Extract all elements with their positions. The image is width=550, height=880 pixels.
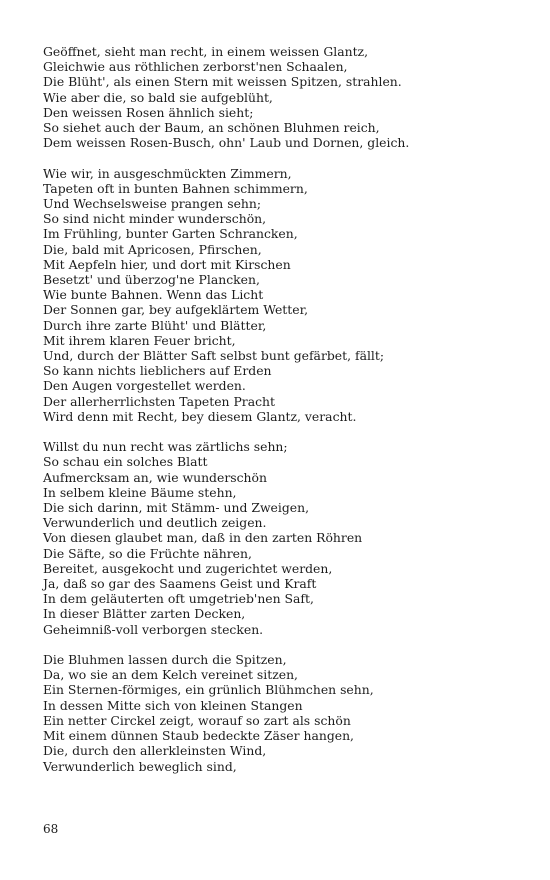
verse-line: Mit Aepfeln hier, und dort mit Kirschen	[43, 256, 291, 272]
verse-line: So siehet auch der Baum, an schönen Bluhmen reich,	[43, 120, 380, 136]
verse-line: Wird denn mit Recht, bey diesem Glantz, veracht.	[43, 408, 357, 424]
verse-line: Von diesen glaubet man, daß in den zarten Röhren	[43, 530, 363, 546]
verse-line: Ja, daß so gar des Saamens Geist und Kraft	[43, 576, 317, 592]
verse-line: Bereitet, ausgekocht und zugerichtet werden,	[43, 560, 333, 576]
verse-line: Die, bald mit Apricosen, Pfirschen,	[43, 241, 262, 257]
verse-line: Die sich darinn, mit Stämm- und Zweigen,	[43, 500, 310, 516]
verse-line: Und Wechselsweise prangen sehn;	[43, 196, 262, 212]
verse-line: Dem weissen Rosen-Busch, ohn' Laub und Dornen, gleich.	[43, 135, 410, 151]
verse-line: Ein Sternen-förmiges, ein grünlich Blühmchen sehn,	[43, 682, 374, 698]
verse-line: Mit ihrem klaren Feuer bricht,	[43, 332, 236, 348]
verse-line: In dieser Blätter zarten Decken,	[43, 606, 246, 622]
verse-line: Den weissen Rosen ähnlich sieht;	[43, 104, 254, 120]
stanza	[43, 439, 523, 637]
verse-line: Willst du nun recht was zärtlichs sehn;	[43, 439, 288, 455]
verse-line: In dessen Mitte sich von kleinen Stangen	[43, 697, 303, 713]
verse-line: Im Frühling, bunter Garten Schrancken,	[43, 226, 298, 242]
verse-line: Ein netter Circkel zeigt, worauf so zart als schön	[43, 712, 351, 728]
poem-text	[43, 44, 523, 789]
verse-line: Die Säfte, so die Früchte nähren,	[43, 545, 252, 561]
verse-line: Der Sonnen gar, bey aufgeklärtem Wetter,	[43, 302, 309, 318]
verse-line: Geöffnet, sieht man recht, in einem weissen Glantz,	[43, 44, 369, 59]
verse-line: Wie aber die, so bald sie aufgeblüht,	[43, 89, 273, 105]
verse-line: Verwunderlich beweglich sind,	[43, 758, 237, 774]
verse-line: Und, durch der Blätter Saft selbst bunt gefärbet, fällt;	[43, 348, 385, 364]
verse-line: Da, wo sie an dem Kelch vereinet sitzen,	[43, 667, 298, 683]
verse-line: In selbem kleine Bäume stehn,	[43, 484, 237, 500]
verse-line: Tapeten oft in bunten Bahnen schimmern,	[43, 180, 308, 196]
verse-line: Wie bunte Bahnen. Wenn das Licht	[43, 287, 264, 303]
verse-line: So sind nicht minder wunderschön,	[43, 211, 267, 227]
verse-line: In dem geläuterten oft umgetrieb'nen Saft,	[43, 591, 314, 607]
stanza	[43, 652, 523, 774]
verse-line: Geheimniß-voll verborgen stecken.	[43, 621, 264, 637]
verse-line: Gleichwie aus röthlichen zerborst'nen Schaalen,	[43, 59, 348, 75]
verse-line: Die Blüht', als einen Stern mit weissen Spitzen, strahlen.	[43, 74, 402, 90]
verse-line: Wie wir, in ausgeschmückten Zimmern,	[43, 165, 292, 181]
verse-line: Der allerherrlichsten Tapeten Pracht	[43, 393, 276, 409]
verse-line: Durch ihre zarte Blüht' und Blätter,	[43, 317, 267, 333]
verse-line: Die, durch den allerkleinsten Wind,	[43, 743, 267, 759]
verse-line: Verwunderlich und deutlich zeigen.	[43, 515, 267, 531]
stanza	[43, 44, 523, 150]
verse-line: Den Augen vorgestellet werden.	[43, 378, 246, 394]
verse-line: So kann nichts lieblichers auf Erden	[43, 363, 272, 379]
stanza	[43, 166, 523, 424]
verse-line: Besetzt' und überzog'ne Plancken,	[43, 272, 260, 288]
verse-line: Aufmercksam an, wie wunderschön	[43, 469, 267, 485]
page-number: 68	[43, 822, 59, 836]
verse-line: Die Bluhmen lassen durch die Spitzen,	[43, 652, 287, 668]
verse-line: So schau ein solches Blatt	[43, 454, 208, 470]
verse-line: Mit einem dünnen Staub bedeckte Zäser hangen,	[43, 728, 355, 744]
